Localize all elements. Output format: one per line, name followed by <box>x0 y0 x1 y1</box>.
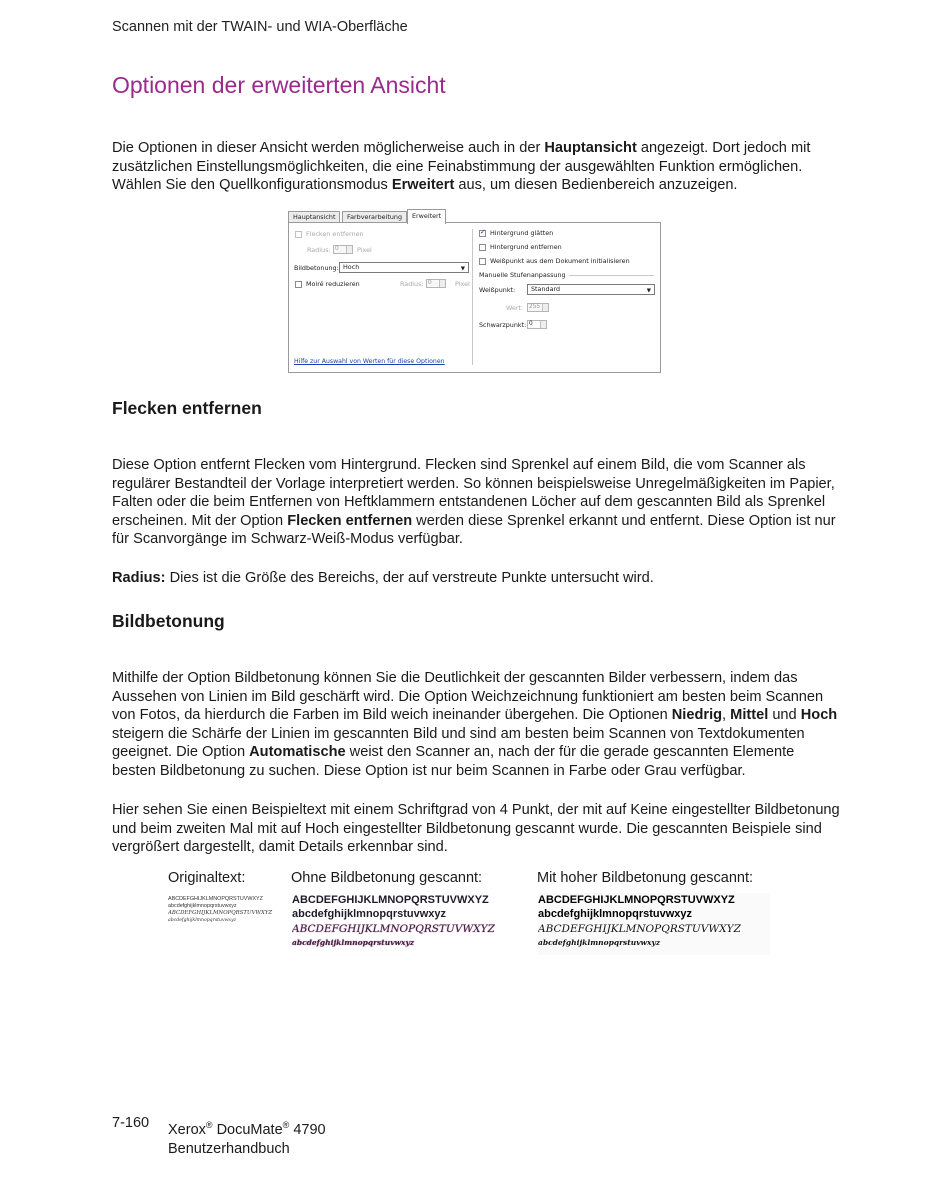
sharpen-label: Bildbetonung: <box>294 264 339 272</box>
chevron-down-icon: ▼ <box>460 266 465 272</box>
sharpened-scan-image <box>538 893 770 955</box>
sample-intro-paragraph: Hier sehen Sie einen Beispieltext mit einem Schriftgrad von 4 Punkt, der mit auf Keine eingestellter Bildbetonung und beim zweiten Mal mit auf Hoch eingestellter Bildbetonung gescannt wurde. Die gescannten Beispiele sind vergrößert dargestellt, damit Details erkennbar sind. <box>112 802 840 856</box>
black-point-label: Schwarzpunkt: <box>479 321 527 329</box>
section-title: Optionen der erweiterten Ansicht <box>112 72 446 98</box>
tab-advanced[interactable]: Erweitert <box>407 209 446 224</box>
sample-line-script-caps: ABCDEFGHIJKLMNOPQRSTUVWXYZ <box>292 923 495 935</box>
intro-paragraph: Die Optionen in dieser Ansicht werden möglicherweise auch in der Hauptansicht angezeigt. Dort jedoch mit zusätzlichen Einstellungsmöglichkeiten, die eine Feinabstimmung der ausgewählten Funktion ermöglichen. Wählen Sie den Quellkonfigurationsmodus Erweitert aus, um diesen Bedienbereich anzuzeigen. <box>112 140 811 194</box>
radius-spinner[interactable]: 0 <box>333 245 353 254</box>
chevron-down-icon: ▼ <box>646 288 651 294</box>
sample-line-lower: abcdefghijklmnopqrstuvwxyz <box>538 908 693 920</box>
sample-label-high-sharpen: Mit hoher Bildbetonung gescannt: <box>537 870 754 886</box>
remove-background-label: Hintergrund entfernen <box>490 243 562 251</box>
value-label: Wert: <box>506 304 524 312</box>
group-divider <box>569 275 654 276</box>
registered-mark: ® <box>205 1120 213 1130</box>
white-point-label: Weißpunkt: <box>479 286 516 294</box>
tab-color-processing[interactable]: Farbverarbeitung <box>342 211 407 223</box>
smooth-background-checkbox[interactable] <box>479 230 486 237</box>
black-point-spinner[interactable]: 0 <box>527 320 547 329</box>
radius-label: Radius: <box>307 246 331 254</box>
white-point-from-doc-checkbox[interactable] <box>479 258 486 265</box>
despeckle-paragraph: Diese Option entfernt Flecken vom Hintergrund. Flecken sind Sprenkel auf einem Bild, die vom Scanner als regulärer Bestandteil der Vorlage interpretiert werden. So können beispielsweise Unregelmäßigkeiten im Papier, Falten oder die beim Entfernen von Heftklammern entstandenen Löcher auf dem gescannten Bild als Sprenkel erscheinen. Mit der Option Flecken entfernen werden diese Sprenkel erkannt und entfernt. Diese Option ist nur für Scanvorgänge im Schwarz-Weiß-Modus verfügbar. <box>112 457 836 548</box>
manual-levels-label: Manuelle Stufenanpassung <box>479 271 566 279</box>
moire-radius-label: Radius: <box>400 280 424 288</box>
sample-line-script-lower: abcdefghijklmnopqrstuvwxyz <box>292 938 415 947</box>
smooth-background-label: Hintergrund glätten <box>490 229 554 237</box>
page-number: 7-160 <box>112 1115 150 1131</box>
registered-mark: ® <box>282 1120 290 1130</box>
white-point-select-value: Standard <box>531 285 561 293</box>
sample-line-script-lower: abcdefghijklmnopqrstuvwxyz <box>538 938 661 947</box>
sample-line-caps: ABCDEFGHIJKLMNOPQRSTUVWXYZ <box>538 894 735 906</box>
sample-line-caps: ABCDEFGHIJKLMNOPQRSTUVWXYZ <box>168 896 263 902</box>
product-name: DocuMate <box>216 1122 283 1138</box>
white-point-select[interactable] <box>527 284 655 295</box>
sharpen-select[interactable] <box>339 262 469 273</box>
footer-product-line <box>168 1116 326 1140</box>
sample-line-caps: ABCDEFGHIJKLMNOPQRSTUVWXYZ <box>292 894 489 906</box>
sharpen-select-value: Hoch <box>343 263 360 271</box>
moire-label: Moiré reduzieren <box>306 280 360 288</box>
sample-label-no-sharpen: Ohne Bildbetonung gescannt: <box>291 870 483 886</box>
sample-line-lower: abcdefghijklmnopqrstuvwxyz <box>292 908 447 920</box>
help-link[interactable]: Hilfe zur Auswahl von Werten für diese Optionen <box>294 358 445 365</box>
footer-product <box>168 1116 326 1159</box>
model-number: 4790 <box>293 1122 326 1138</box>
original-sample-image <box>168 896 283 932</box>
remove-background-checkbox[interactable] <box>479 244 486 251</box>
sample-label-original: Originaltext: <box>168 870 246 886</box>
radius-unit: Pixel <box>357 246 372 254</box>
column-divider <box>472 229 473 365</box>
radius-paragraph: Radius: Dies ist die Größe des Bereichs, der auf verstreute Punkte untersucht wird. <box>112 570 654 586</box>
sharpen-paragraph: Mithilfe der Option Bildbetonung können Sie die Deutlichkeit der gescannten Bilder verbessern, indem das Aussehen von Linien im Bild geschärft wird. Die Option Weichzeichnung funktioniert am besten beim Scannen von Fotos, da hierdurch die Farben im Bild weich ineinander übergehen. Die Optionen Niedrig, Mittel und Hoch steigern die Schärfe der Linien im gescannten Bild und sind am besten beim Scannen von Textdokumenten geeignet. Die Option Automatische weist den Scanner an, nach der für die gerade gescannten Elemente besten Bildbetonung zu suchen. Diese Option ist nur beim Scannen in Farbe oder Grau verfügbar. <box>112 670 838 779</box>
sample-line-script-caps: ABCDEFGHIJKLMNOPQRSTUVWXYZ <box>168 910 273 916</box>
despeckle-label: Flecken entfernen <box>306 230 364 238</box>
moire-checkbox[interactable] <box>295 281 302 288</box>
dialog-panel <box>288 222 661 373</box>
sample-line-lower: abcdefghijklmnopqrstuvwxyz <box>168 903 237 909</box>
value-spinner[interactable]: 255 <box>527 303 549 312</box>
tab-bar <box>288 209 661 223</box>
sample-line-script-lower: abcdefghijklmnopqrstuvwxyz <box>168 918 237 923</box>
white-point-from-doc-label: Weißpunkt aus dem Dokument initialisieren <box>490 257 630 265</box>
moire-radius-spinner[interactable]: 0 <box>426 279 446 288</box>
sharpen-heading: Bildbetonung <box>112 611 225 631</box>
running-header: Scannen mit der TWAIN- und WIA-Oberfläche <box>112 19 408 35</box>
unsharpened-scan-image <box>292 893 522 955</box>
despeckle-heading: Flecken entfernen <box>112 398 262 418</box>
despeckle-checkbox[interactable] <box>295 231 302 238</box>
sample-line-script-caps: ABCDEFGHIJKLMNOPQRSTUVWXYZ <box>538 923 741 935</box>
advanced-options-dialog <box>288 209 661 373</box>
brand-name: Xerox <box>168 1122 206 1138</box>
tab-main[interactable]: Hauptansicht <box>288 211 340 223</box>
doc-title: Benutzerhandbuch <box>168 1141 290 1157</box>
moire-radius-unit: Pixel <box>455 280 470 288</box>
